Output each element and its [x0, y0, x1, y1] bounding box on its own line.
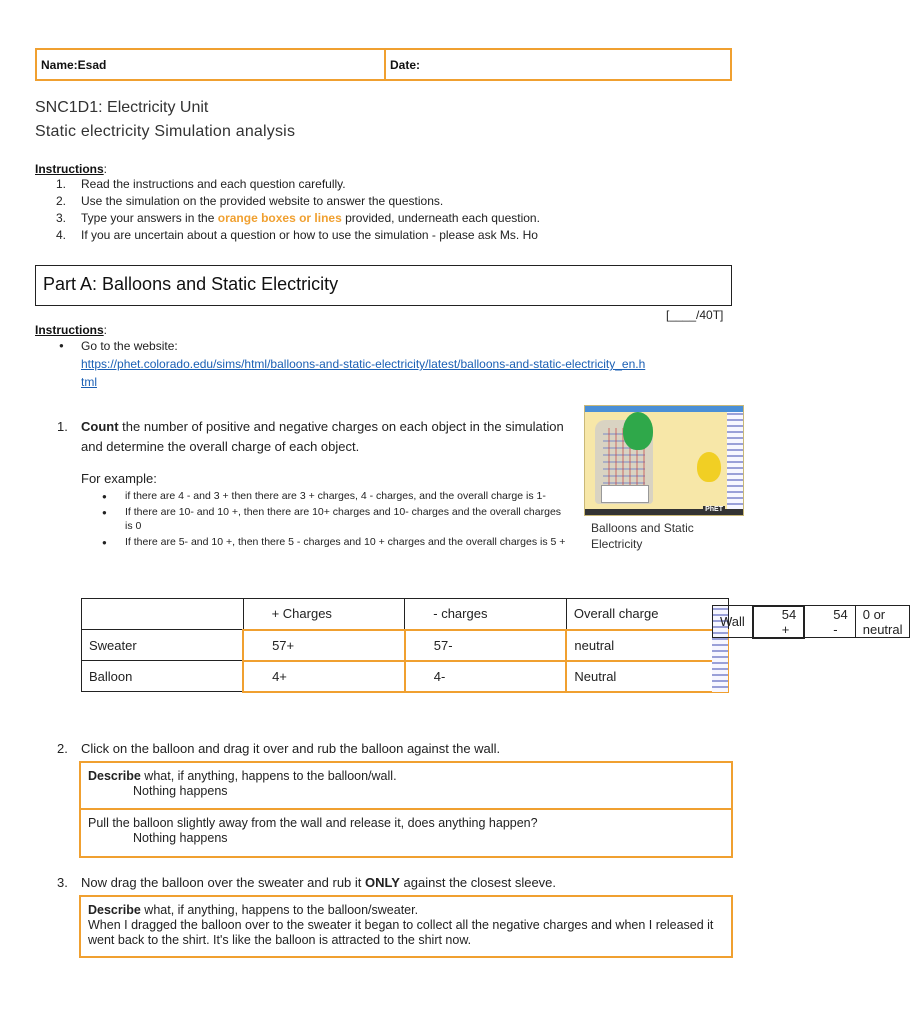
- question-3: 3. Now drag the balloon over the sweater and rub it ONLY against the closest sleeve.: [57, 875, 557, 890]
- answer-cell[interactable]: 57+: [243, 630, 405, 661]
- part-a-instructions: Instructions: ● Go to the website: https://phet.colorado.edu/sims/html/balloons-and-static-electricity/latest/balloons-and-static-electricity_en.h tml: [35, 323, 735, 391]
- simulation-caption: Balloons and Static Electricity: [591, 521, 694, 551]
- answer-cell[interactable]: Neutral: [566, 661, 728, 692]
- wall-image: [727, 412, 743, 515]
- list-item: 1. Read the instructions and each question carefully.: [56, 177, 346, 191]
- answer-box[interactable]: Describe what, if anything, happens to the balloon/sweater. When I dragged the balloon over to the sweater it began to collect all the negative charges and when I released it went back to the shirt. It's like the balloon is attracted to the shirt now.: [79, 895, 733, 958]
- answer-box[interactable]: Describe what, if anything, happens to the balloon/wall. Nothing happens: [79, 761, 733, 810]
- green-balloon-image: [623, 412, 653, 450]
- simulation-thumbnail[interactable]: [584, 405, 744, 516]
- answer-box[interactable]: Pull the balloon slightly away from the wall and release it, does anything happen? Nothing happens: [79, 810, 733, 858]
- table-row: Sweater 57+ 57- neutral: [82, 630, 729, 661]
- page-title: Static electricity Simulation analysis: [35, 123, 296, 140]
- answer-cell[interactable]: 54 -: [804, 606, 855, 638]
- list-item: ● Go to the website: https://phet.colorado.edu/sims/html/balloons-and-static-electricity/latest/balloons-and-static-electricity_en.h tml: [35, 337, 735, 391]
- answer-cell[interactable]: 57-: [405, 630, 567, 661]
- date-field[interactable]: Date:: [390, 58, 421, 72]
- list-item: ● if there are 4 - and 3 + then there are 3 + charges, 4 - charges, and the overall charge is 1-: [100, 489, 570, 503]
- table-row: Balloon 4+ 4- Neutral: [82, 661, 729, 692]
- name-field[interactable]: Name:Esad: [37, 50, 386, 79]
- phet-logo: PhET: [705, 506, 723, 513]
- question-1: 1. Count the number of positive and negative charges on each object in the simulation and determine the overall charge of each object.: [57, 419, 564, 454]
- list-item: 4. If you are uncertain about a question or how to use the simulation - please ask Ms. Ho: [56, 228, 538, 242]
- table-row: Wall 54 + 54 - 0 or neutral: [712, 605, 728, 693]
- charges-table: [81, 598, 903, 692]
- answer-cell[interactable]: 54 +: [753, 606, 804, 638]
- list-item: 3. Type your answers in the orange boxes or lines provided, underneath each question.: [56, 211, 540, 225]
- name-date-header: [35, 48, 732, 81]
- unit-title: SNC1D1: Electricity Unit: [35, 99, 209, 116]
- simulation-link-cont[interactable]: tml: [81, 375, 97, 389]
- answer-cell[interactable]: 0 or neutral: [855, 606, 910, 638]
- answer-cell[interactable]: neutral: [566, 630, 728, 661]
- table-header-row: + Charges - charges Overall charge: [82, 599, 729, 630]
- orange-highlight: orange boxes or lines: [217, 211, 342, 225]
- part-a-heading: Part A: Balloons and Static Electricity: [35, 265, 732, 306]
- answer-cell[interactable]: 4-: [405, 661, 567, 692]
- instructions-section: Instructions: 1. Read the instructions and each question carefully. 2. Use the simulation on the provided website to answer the questions. 3. Type your answers in the orange boxes or lines provided, underneath each question. 4. If you are uncertain about a question or how to use the simulation - please ask Ms. Ho: [35, 162, 735, 244]
- website-list: [35, 337, 735, 391]
- list-item: ● If there are 5- and 10 +, then there 5 - charges and 10 + charges and the overall charges is 5 +: [100, 535, 570, 549]
- instructions-list: [35, 176, 735, 244]
- list-item: ● If there are 10- and 10 +, then there are 10+ charges and 10- charges and the overall charges is 0: [100, 505, 570, 533]
- simulation-link[interactable]: https://phet.colorado.edu/sims/html/balloons-and-static-electricity/latest/balloons-and-static-electricity_en.h: [81, 357, 646, 371]
- instructions-heading: Instructions: [35, 162, 104, 176]
- example-list: [100, 489, 570, 551]
- list-item: 2. Use the simulation on the provided website to answer the questions.: [56, 194, 444, 208]
- yellow-balloon-image: [697, 452, 721, 482]
- score-field[interactable]: [____/40T]: [666, 308, 724, 322]
- sim-control-panel: [601, 485, 649, 503]
- question-2: 2. Click on the balloon and drag it over and rub the balloon against the wall.: [57, 741, 501, 756]
- instructions-heading: Instructions: [35, 323, 104, 337]
- example-heading: For example:: [81, 471, 157, 486]
- answer-cell[interactable]: 4+: [243, 661, 405, 692]
- question-2-answers: [79, 761, 733, 858]
